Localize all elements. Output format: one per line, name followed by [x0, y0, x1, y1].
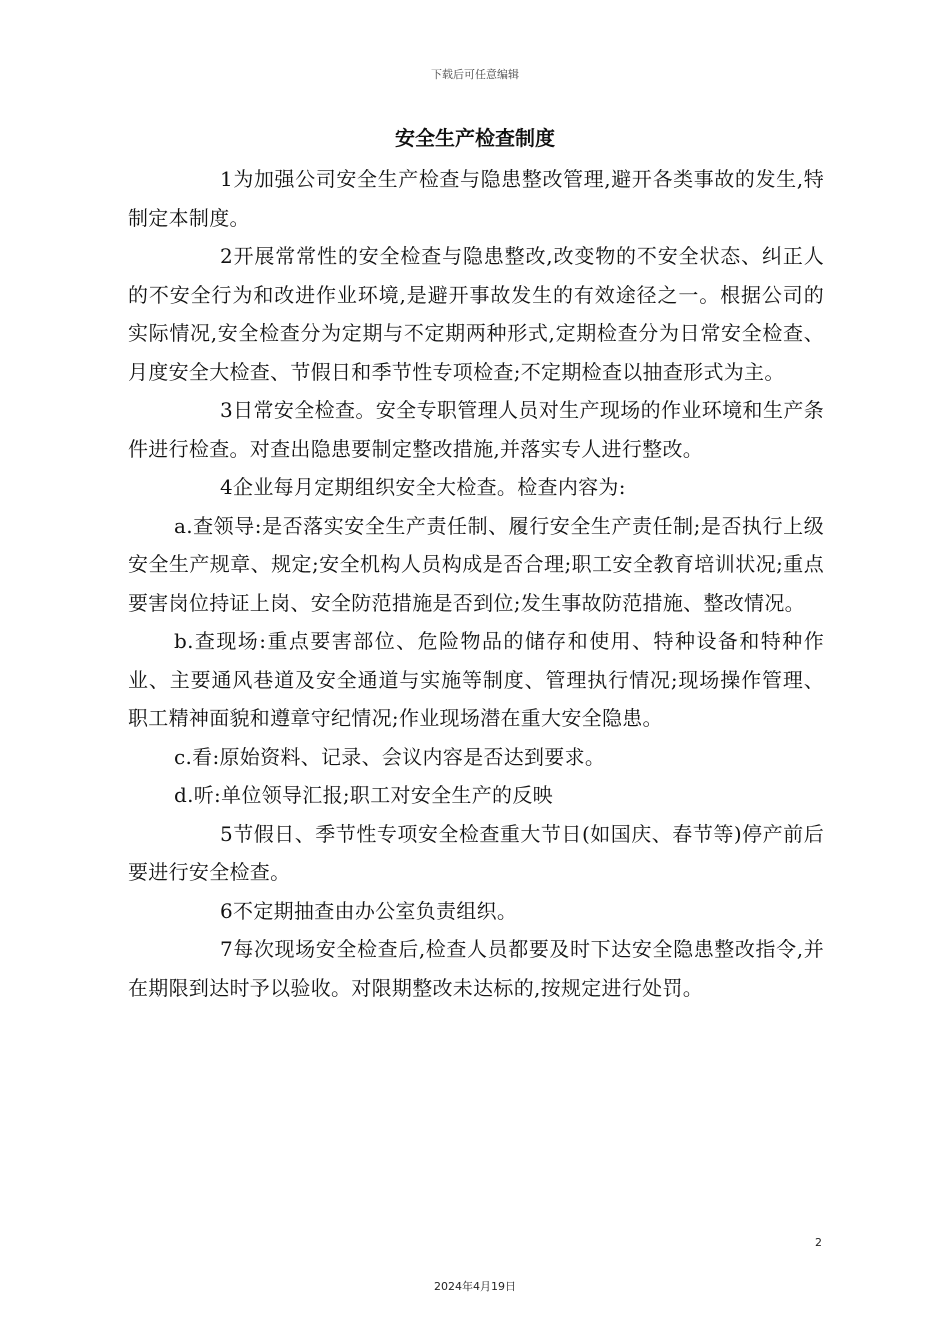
- paragraph-4b: [128, 622, 824, 738]
- paragraph-4d: [128, 776, 824, 815]
- paragraph-4: [128, 468, 824, 507]
- paragraph-4a: [128, 507, 824, 623]
- paragraph-2: [128, 237, 824, 391]
- document-body: [128, 160, 824, 1007]
- document-title: 安全生产检查制度: [395, 126, 555, 150]
- paragraph-number: 3: [220, 398, 234, 422]
- paragraph-text: 为加强公司安全生产检查与隐患整改管理,避开各类事故的发生,特制定本制度。: [128, 167, 824, 230]
- paragraph-1: [128, 160, 824, 237]
- paragraph-text: 日常安全检查。安全专职管理人员对生产现场的作业环境和生产条件进行检查。对查出隐患要制定整改措施,并落实专人进行整改。: [128, 398, 824, 461]
- paragraph-text: b.查现场:重点要害部位、危险物品的储存和使用、特种设备和特种作业、主要通风巷道及安全通道与实施等制度、管理执行情况;现场操作管理、职工精神面貌和遵章守纪情况;作业现场潜在重大安全隐患。: [128, 629, 824, 730]
- paragraph-5: [128, 815, 824, 892]
- paragraph-text: 开展常常性的安全检查与隐患整改,改变物的不安全状态、纠正人的不安全行为和改进作业环境,是避开事故发生的有效途径之一。根据公司的实际情况,安全检查分为定期与不定期两种形式,定期检查分为日常安全检查、月度安全大检查、节假日和季节性专项检查;不定期检查以抽查形式为主。: [128, 244, 824, 384]
- paragraph-number: 7: [220, 937, 234, 961]
- page-number: 2: [815, 1236, 822, 1249]
- paragraph-text: 每次现场安全检查后,检查人员都要及时下达安全隐患整改指令,并在期限到达时予以验收。对限期整改未达标的,按规定进行处罚。: [128, 937, 824, 1000]
- paragraph-4c: [128, 738, 824, 777]
- paragraph-6: [128, 892, 824, 931]
- paragraph-number: 4: [220, 475, 234, 499]
- paragraph-number: 5: [220, 821, 234, 846]
- paragraph-text: 节假日、季节性专项安全检查重大节日(如国庆、春节等)停产前后要进行安全检查。: [128, 821, 824, 884]
- paragraph-7: [128, 930, 824, 1007]
- footer-date: 2024年4月19日: [434, 1280, 516, 1293]
- paragraph-number: 1: [220, 167, 234, 191]
- paragraph-text: a.查领导:是否落实安全生产责任制、履行安全生产责任制;是否执行上级安全生产规章、规定;安全机构人员构成是否合理;职工安全教育培训状况;重点要害岗位持证上岗、安全防范措施是否到位;发生事故防范措施、整改情况。: [128, 513, 824, 615]
- paragraph-number: 2: [220, 244, 234, 268]
- paragraph-number: 6: [220, 898, 234, 923]
- paragraph-text: 不定期抽查由办公室负责组织。: [233, 898, 518, 923]
- paragraph-text: 企业每月定期组织安全大检查。检查内容为:: [233, 475, 626, 499]
- paragraph-3: [128, 391, 824, 468]
- paragraph-text: c.看:原始资料、记录、会议内容是否达到要求。: [174, 744, 606, 769]
- paragraph-text: d.听:单位领导汇报;职工对安全生产的反映: [174, 783, 553, 807]
- header-note: 下载后可任意编辑: [431, 68, 519, 81]
